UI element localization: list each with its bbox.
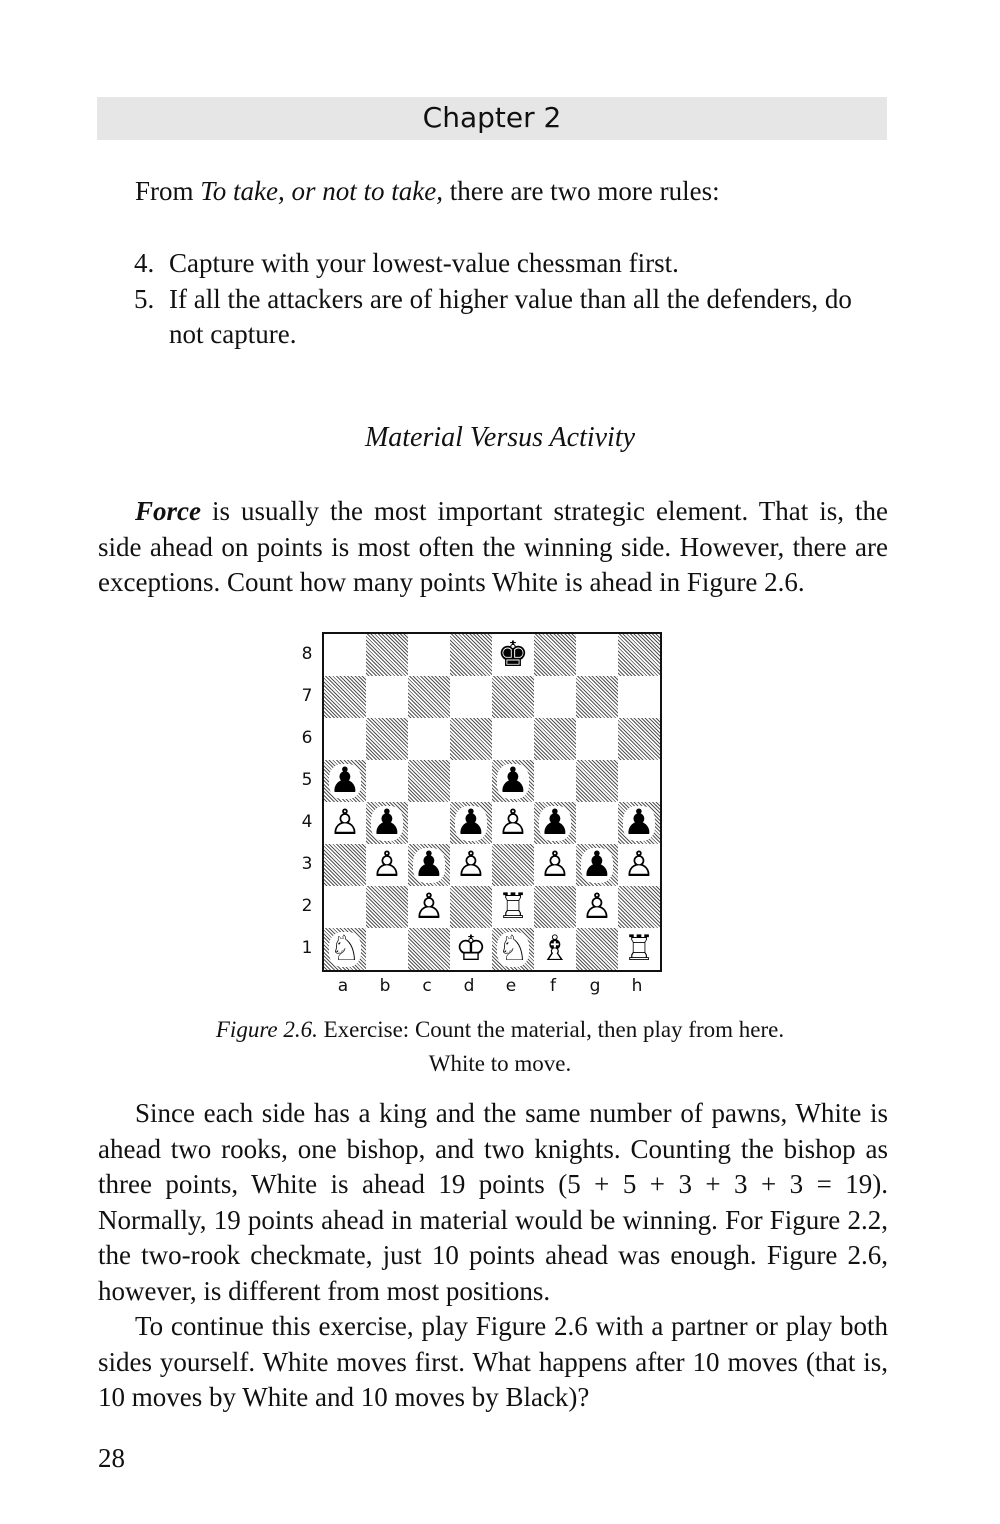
square-g6 [576,718,618,760]
square-e5 [492,760,534,802]
rank-label: 4 [301,812,313,832]
square-a8 [324,634,366,676]
chess-piece-icon: ♟ [623,802,655,843]
square-d8 [450,634,492,676]
square-c1 [408,928,450,970]
square-d4 [450,802,492,844]
rule-number: 5. [134,283,155,314]
square-e8 [492,634,534,676]
square-c5 [408,760,450,802]
chessboard [322,632,662,972]
square-h2 [618,886,660,928]
chess-piece-icon: ♔ [455,928,487,969]
intro-suffix: there are two more rules: [443,176,720,206]
square-d6 [450,718,492,760]
square-f5 [534,760,576,802]
chess-piece-icon: ♙ [329,802,361,843]
square-f6 [534,718,576,760]
since-paragraph: Since each side has a king and the same number of pawns, White is ahead two rooks, one bishop, and two knights. Counting the bishop as three points, White is ahead 19 points (5 + 5 + 3 + 3 + 3 = 19). Normally, 19 points ahead in material would be winning. For Figure 2.2, the two-rook checkmate, just 10 points ahead was enough. Figure 2.6, however, is different from most positions. [98,1098,888,1306]
page-number: 28 [98,1443,125,1473]
square-c3 [408,844,450,886]
chess-diagram [295,630,675,1000]
square-h6 [618,718,660,760]
square-h4 [618,802,660,844]
square-a7 [324,676,366,718]
rule-text: Capture with your lowest-value chessman first. [169,248,679,278]
square-b6 [366,718,408,760]
square-h7 [618,676,660,718]
rule-text: If all the attackers are of higher value than all the defenders, do not capture. [169,283,852,349]
square-e7 [492,676,534,718]
square-e2 [492,886,534,928]
chess-piece-icon: ♚ [497,634,529,675]
caption-line-2: White to move. [428,1051,572,1076]
square-h3 [618,844,660,886]
rank-label: 2 [301,896,313,916]
chess-piece-icon: ♙ [581,886,613,927]
chess-piece-icon: ♟ [497,760,529,801]
file-label: d [463,976,475,996]
square-b3 [366,844,408,886]
rank-label: 5 [301,770,313,790]
rules-list [134,246,888,353]
chess-piece-icon: ♖ [497,886,529,927]
file-label: a [337,976,349,996]
square-h8 [618,634,660,676]
chess-piece-icon: ♙ [371,844,403,885]
square-g8 [576,634,618,676]
chapter-title: Chapter 2 [422,101,562,134]
square-g7 [576,676,618,718]
square-e1 [492,928,534,970]
intro-prefix: From [135,176,201,206]
square-d3 [450,844,492,886]
square-f2 [534,886,576,928]
square-b4 [366,802,408,844]
square-e4 [492,802,534,844]
square-c2 [408,886,450,928]
rank-label: 3 [301,854,313,874]
rank-label: 6 [301,728,313,748]
square-b7 [366,676,408,718]
square-e3 [492,844,534,886]
square-b2 [366,886,408,928]
chess-piece-icon: ♙ [497,802,529,843]
file-label: c [422,976,432,996]
square-c8 [408,634,450,676]
square-d7 [450,676,492,718]
chess-piece-icon: ♟ [329,760,361,801]
square-h1 [618,928,660,970]
section-title: Material Versus Activity [364,422,636,453]
square-b8 [366,634,408,676]
chess-piece-icon: ♟ [581,844,613,885]
intro-paragraph [98,174,888,210]
chess-piece-icon: ♖ [623,928,655,969]
square-b1 [366,928,408,970]
chess-piece-icon: ♟ [455,802,487,843]
list-item [134,282,888,353]
square-g4 [576,802,618,844]
square-f4 [534,802,576,844]
square-f8 [534,634,576,676]
chess-piece-icon: ♙ [413,886,445,927]
rank-label: 1 [301,938,313,958]
file-label: e [505,976,517,996]
square-f3 [534,844,576,886]
force-paragraph [98,494,888,601]
square-d1 [450,928,492,970]
square-f7 [534,676,576,718]
figure-caption [0,1013,1000,1081]
caption-label: Figure 2.6. [215,1017,318,1042]
square-e6 [492,718,534,760]
force-term: Force [135,496,201,526]
rank-label: 8 [301,644,313,664]
square-d2 [450,886,492,928]
force-text: is usually the most important strategic element. That is, the side ahead on points is most often the winning side. However, there are exceptions. Count how many points White is ahead in Figure 2.6. [98,496,888,597]
chess-piece-icon: ♘ [329,928,361,969]
intro-book-title: To take, or not to take, [200,176,444,206]
square-c6 [408,718,450,760]
chess-piece-icon: ♟ [539,802,571,843]
chess-piece-icon: ♙ [455,844,487,885]
rank-label: 7 [301,686,313,706]
square-a1 [324,928,366,970]
chapter-header [97,97,887,140]
square-g5 [576,760,618,802]
square-b5 [366,760,408,802]
file-label: g [589,976,601,996]
square-g1 [576,928,618,970]
square-a6 [324,718,366,760]
caption-text: Exercise: Count the material, then play from here. [317,1017,785,1042]
square-d5 [450,760,492,802]
square-h5 [618,760,660,802]
square-a2 [324,886,366,928]
square-c4 [408,802,450,844]
rule-number: 4. [134,248,155,278]
square-a5 [324,760,366,802]
list-item [134,246,888,282]
chess-piece-icon: ♟ [413,844,445,885]
file-label: f [550,976,556,996]
square-f1 [534,928,576,970]
chess-piece-icon: ♙ [623,844,655,885]
file-label: b [379,976,391,996]
caption-line-1 [0,1013,1000,1047]
chess-piece-icon: ♘ [497,928,529,969]
chess-piece-icon: ♟ [371,802,403,843]
square-c7 [408,676,450,718]
square-g3 [576,844,618,886]
square-a3 [324,844,366,886]
continue-paragraph: To continue this exercise, play Figure 2.6 with a partner or play both sides yourself. White moves first. What happens after 10 moves (that is, 10 moves by White and 10 moves by Black)? [98,1311,888,1412]
chess-piece-icon: ♙ [539,844,571,885]
square-g2 [576,886,618,928]
file-label: h [631,976,643,996]
square-a4 [324,802,366,844]
chess-piece-icon: ♗ [539,928,571,969]
